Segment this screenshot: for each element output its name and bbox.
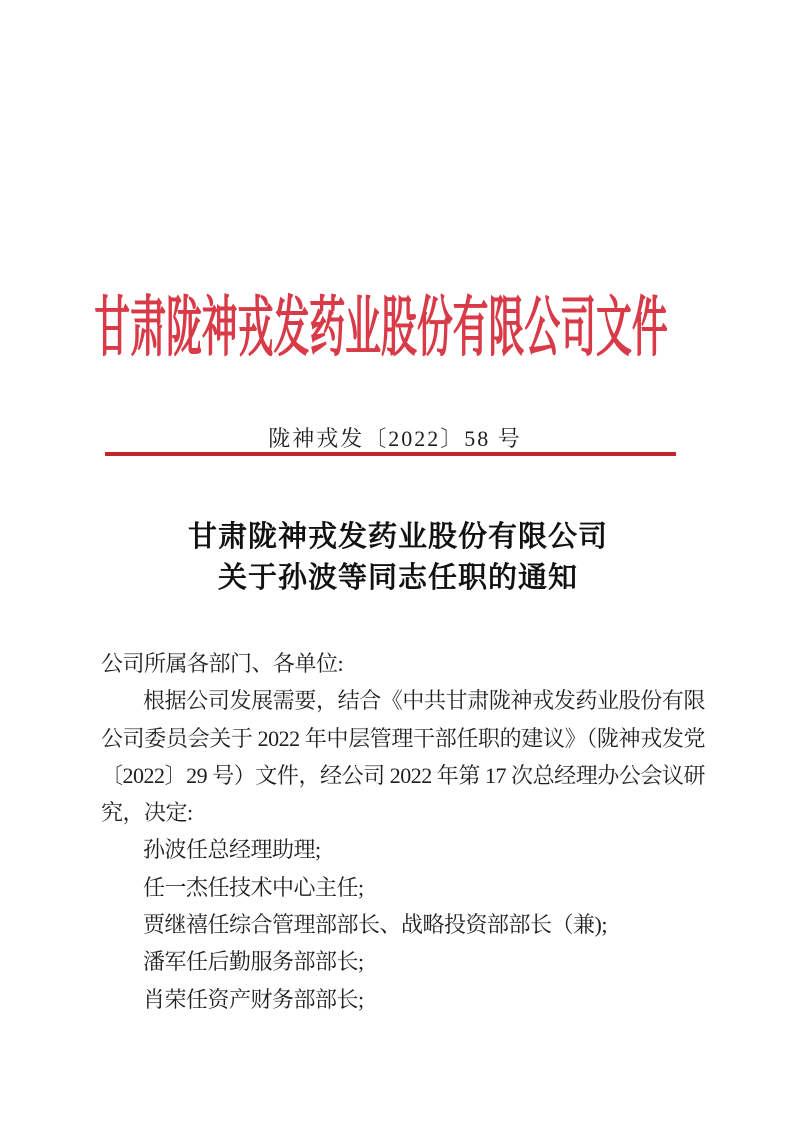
letterhead-title: 甘肃陇神戎发药业股份有限公司文件 (94, 291, 668, 364)
document-number: 陇神戎发〔2022〕58 号 (268, 426, 522, 451)
body-line-appointment: 肖荣任资产财务部部长; (143, 986, 364, 1012)
body-line-salutation: 公司所属各部门、各单位: (101, 651, 344, 676)
body-line-appointment: 贾继禧任综合管理部部长、战略投资部部长（兼); (143, 912, 607, 938)
body-line-appointment: 孙波任总经理助理; (143, 837, 321, 863)
notice-title (96, 517, 700, 599)
body-line: 究，决定: (101, 800, 193, 826)
red-divider-rule (105, 452, 676, 456)
body-line: 公司委员会关于 2022 年中层管理干部任职的建议》（陇神戎发党 (101, 725, 705, 751)
notice-title-line2: 关于孙波等同志任职的通知 (217, 562, 578, 594)
body-line-appointment: 潘军任后勤服务部部长; (143, 949, 364, 975)
body-text (101, 645, 705, 1018)
body-line-appointment: 任一杰任技术中心主任; (143, 874, 364, 900)
notice-title-line1: 甘肃陇神戎发药业股份有限公司 (187, 521, 608, 553)
body-line: 〔2022〕29 号）文件，经公司 2022 年第 17 次总经理办公会议研 (101, 762, 705, 788)
body-line: 根据公司发展需要，结合《中共甘肃陇神戎发药业股份有限 (143, 688, 705, 714)
